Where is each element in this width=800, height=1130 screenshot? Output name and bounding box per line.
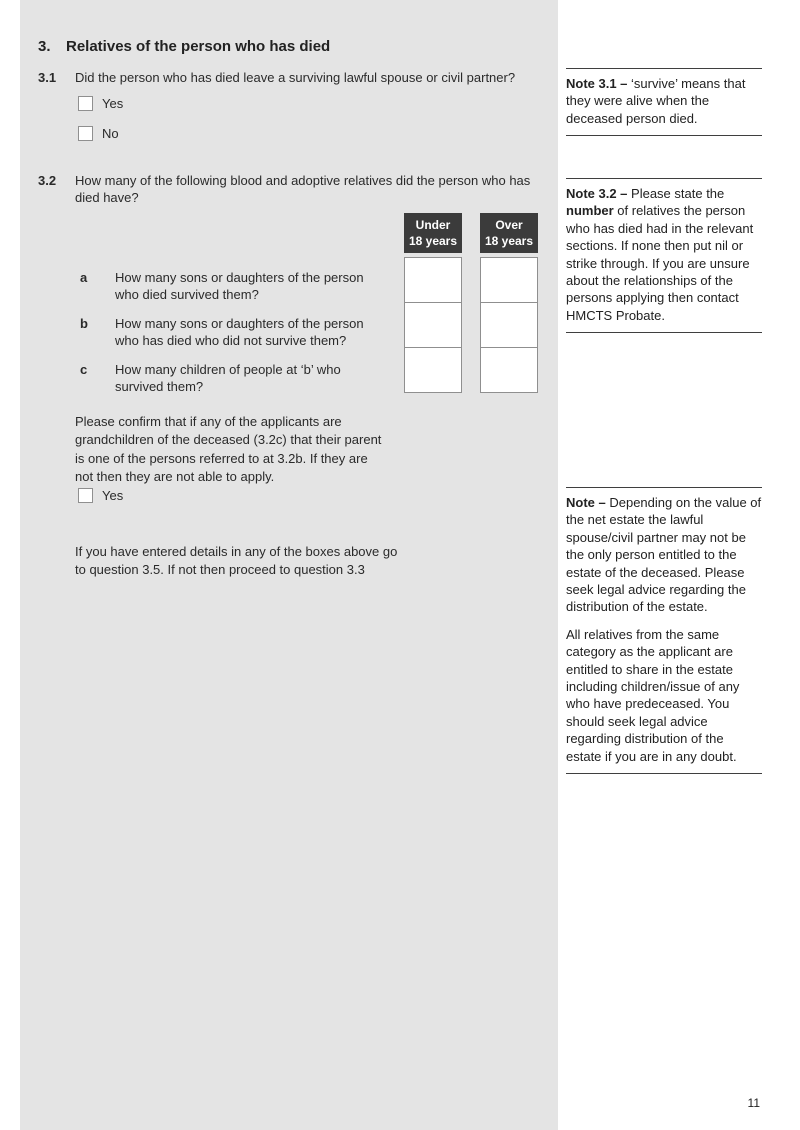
option-row-3-1-no: [78, 126, 119, 141]
checkbox-confirm-yes-label: Yes: [102, 488, 124, 503]
routing-instruction: If you have entered details in any of the boxes above go to question 3.5. If not then proceed to question 3.3: [75, 544, 398, 578]
question-3-2: [38, 172, 543, 206]
option-row-3-1-yes: [78, 96, 123, 111]
note-general-title: Note –: [566, 495, 606, 510]
note-3-2-text: Note 3.2 – Please state the number of relatives the person who has died had in the relevant sections. If none then put nil or strike through. If you are unsure about the relationships of the persons applying then contact HMCTS Probate.: [566, 186, 754, 323]
question-3-1: [38, 69, 550, 86]
column-header-over-18: [480, 213, 538, 253]
question-3-1-number: 3.1: [38, 70, 57, 85]
relative-row-a: [80, 270, 383, 303]
note-3-2: [566, 178, 762, 333]
input-3-2b-over-18[interactable]: [480, 302, 538, 348]
section-heading: [38, 38, 330, 55]
input-3-2b-under-18[interactable]: [404, 302, 462, 348]
column-header-under-line1: Under: [415, 218, 451, 232]
column-header-under-line2: 18 years: [408, 234, 458, 248]
grandchildren-confirmation-text: Please confirm that if any of the applicants are grandchildren of the deceased (3.2c) that their parent is one of the persons referred to at 3.2b. If they are not then they are not able to apply.: [75, 414, 382, 485]
input-3-2c-under-18[interactable]: [404, 347, 462, 393]
option-row-confirm-yes: [78, 488, 123, 503]
section-number: 3.: [38, 38, 51, 55]
row-a-letter: a: [80, 270, 88, 285]
relative-row-c: [80, 362, 383, 395]
checkbox-3-1-yes-label: Yes: [102, 96, 124, 111]
column-header-over-line2: 18 years: [484, 234, 534, 248]
row-b-text: How many sons or daughters of the person who has died who did not survive them?: [115, 316, 364, 348]
checkbox-3-1-yes[interactable]: [78, 96, 93, 111]
input-column-over-18: [480, 257, 538, 393]
note-3-1: [566, 68, 762, 136]
input-3-2c-over-18[interactable]: [480, 347, 538, 393]
row-b-letter: b: [80, 316, 88, 331]
input-3-2a-over-18[interactable]: [480, 257, 538, 303]
input-column-under-18: [404, 257, 462, 393]
row-a-text: How many sons or daughters of the person who died survived them?: [115, 270, 364, 302]
relative-row-b: [80, 316, 383, 349]
checkbox-3-1-no-label: No: [102, 126, 119, 141]
note-3-1-text: Note 3.1 – ‘survive’ means that they were alive when the deceased person died.: [566, 76, 746, 126]
row-c-text: How many children of people at ‘b’ who survived them?: [115, 362, 341, 394]
note-3-1-title: Note 3.1 –: [566, 76, 628, 91]
input-3-2a-under-18[interactable]: [404, 257, 462, 303]
column-header-under-18: [404, 213, 462, 253]
question-3-2-text: How many of the following blood and adoptive relatives did the person who has died have?: [75, 173, 531, 206]
row-c-letter: c: [80, 362, 88, 377]
section-title: Relatives of the person who has died: [66, 38, 331, 55]
question-3-2-number: 3.2: [38, 173, 57, 188]
note-general: [566, 487, 762, 774]
checkbox-3-1-no[interactable]: [78, 126, 93, 141]
note-general-paragraph-2: All relatives from the same category as the applicant are entitled to share in the estate including children/issue of any who have predeceased. You should seek legal advice regarding distribution of the estate if you are in any doubt.: [566, 626, 740, 764]
column-header-over-line1: Over: [495, 218, 523, 232]
page-number: 11: [747, 1096, 760, 1110]
note-3-2-title: Note 3.2 –: [566, 186, 628, 201]
form-panel: [20, 0, 558, 1130]
checkbox-confirm-yes[interactable]: [78, 488, 93, 503]
note-general-paragraph-1: Note – Depending on the value of the net estate the lawful spouse/civil partner may not be the only person entitled to the estate of the deceased. Please seek legal advice regarding the distribution of the estate.: [566, 495, 762, 615]
question-3-1-text: Did the person who has died leave a surviving lawful spouse or civil partner?: [75, 70, 516, 85]
